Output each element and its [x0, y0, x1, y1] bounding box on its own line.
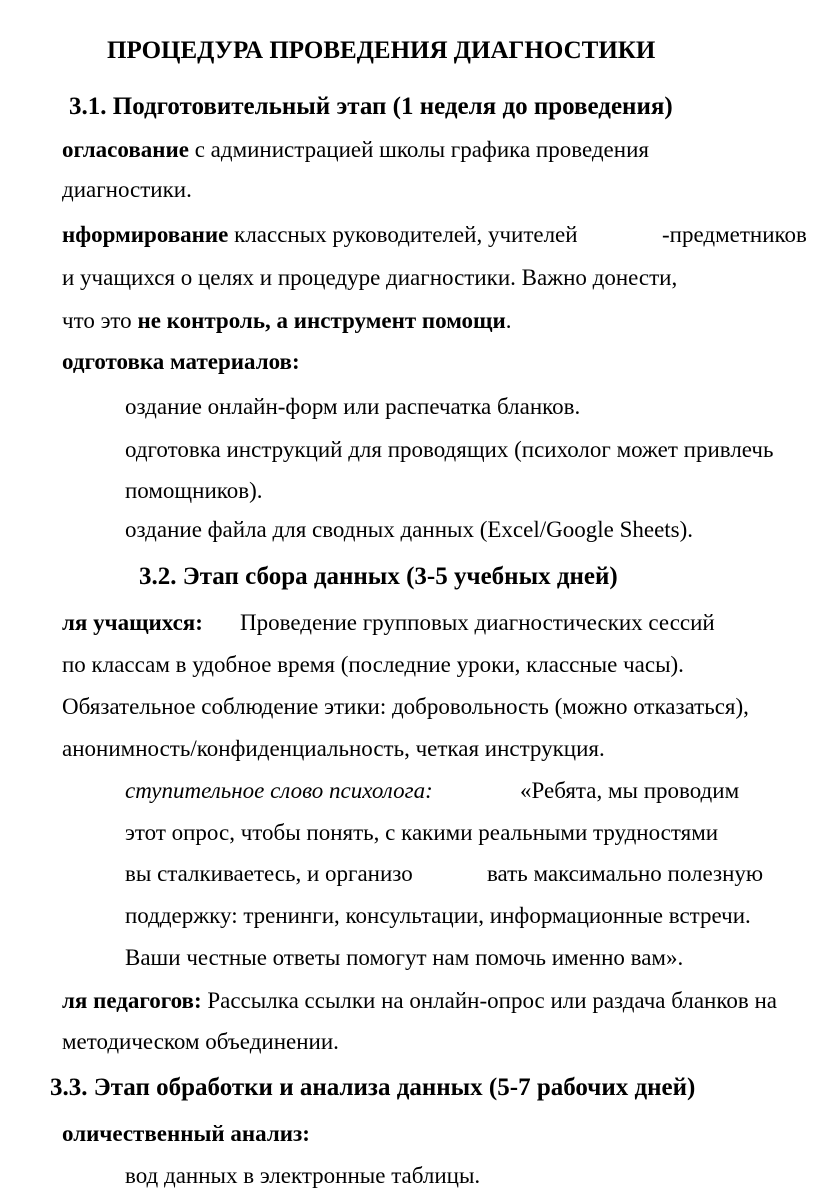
- paragraph-approval-line2: диагностики.: [62, 177, 192, 202]
- paragraph-informing-right: -предметников: [662, 222, 807, 247]
- students-text-line3: Обязательное соблюдение этики: добровольность (можно отказаться),: [62, 694, 749, 719]
- teachers-paragraph: ля педагогов: Рассылка ссылки на онлайн-опрос или раздача бланков на: [62, 988, 777, 1013]
- paragraph-informing: нформирование классных руководителей, учителей: [62, 222, 578, 247]
- materials-item-forms: оздание онлайн-форм или распечатка бланков.: [125, 394, 581, 419]
- students-text: Проведение групповых диагностических сессий: [240, 610, 715, 635]
- section-3-1-heading: 3.1. Подготовительный этап (1 неделя до проведения): [69, 93, 673, 120]
- approval-label: огласование: [62, 137, 189, 162]
- intro-speech-line1: «Ребята, мы проводим: [520, 778, 740, 803]
- quantitative-analysis-label: оличественный анализ:: [62, 1121, 310, 1146]
- materials-item-summary-file: оздание файла для сводных данных (Excel/Google Sheets).: [125, 517, 694, 542]
- teachers-label: ля педагогов:: [62, 988, 202, 1013]
- page-title: ПРОЦЕДУРА ПРОВЕДЕНИЯ ДИАГНОСТИКИ: [107, 37, 656, 64]
- materials-item-instructions-line2: помощников).: [125, 478, 263, 503]
- paragraph-approval: огласование с администрацией школы графика проведения: [62, 137, 649, 162]
- analysis-item-data-entry: вод данных в электронные таблицы.: [125, 1163, 481, 1188]
- materials-label: одготовка материалов:: [62, 349, 300, 374]
- teachers-paragraph-line2: методическом объединении.: [62, 1029, 339, 1054]
- intro-speech-line2: этот опрос, чтобы понять, с какими реальными трудностями: [125, 820, 719, 845]
- intro-speech-line3b: вать максимально полезную: [487, 861, 764, 886]
- intro-speech-line5: Ваши честные ответы помогут нам помочь именно вам».: [125, 945, 684, 970]
- not-control-emphasis: не контроль, а инструмент помощи: [137, 308, 506, 333]
- intro-speech-line3a: вы сталкиваетесь, и организо: [125, 861, 413, 886]
- students-text-line4: анонимность/конфиденциальность, четкая инструкция.: [62, 736, 605, 761]
- materials-item-instructions: одготовка инструкций для проводящих (психолог может привлечь: [125, 437, 774, 462]
- intro-speech-label: ступительное слово психолога:: [125, 778, 433, 803]
- paragraph-informing-line3: что это не контроль, а инструмент помощи.: [62, 308, 512, 333]
- paragraph-informing-line2: и учащихся о целях и процедуре диагностики. Важно донести,: [62, 265, 678, 290]
- section-3-3-heading: 3.3. Этап обработки и анализа данных (5-7 рабочих дней): [50, 1074, 696, 1101]
- students-text-line2: по классам в удобное время (последние уроки, классные часы).: [62, 652, 684, 677]
- intro-speech-line4: поддержку: тренинги, консультации, информационные встречи.: [125, 903, 751, 928]
- section-3-2-heading: 3.2. Этап сбора данных (3-5 учебных дней): [139, 563, 618, 590]
- students-label: ля учащихся:: [62, 610, 203, 635]
- informing-label: нформирование: [62, 222, 229, 247]
